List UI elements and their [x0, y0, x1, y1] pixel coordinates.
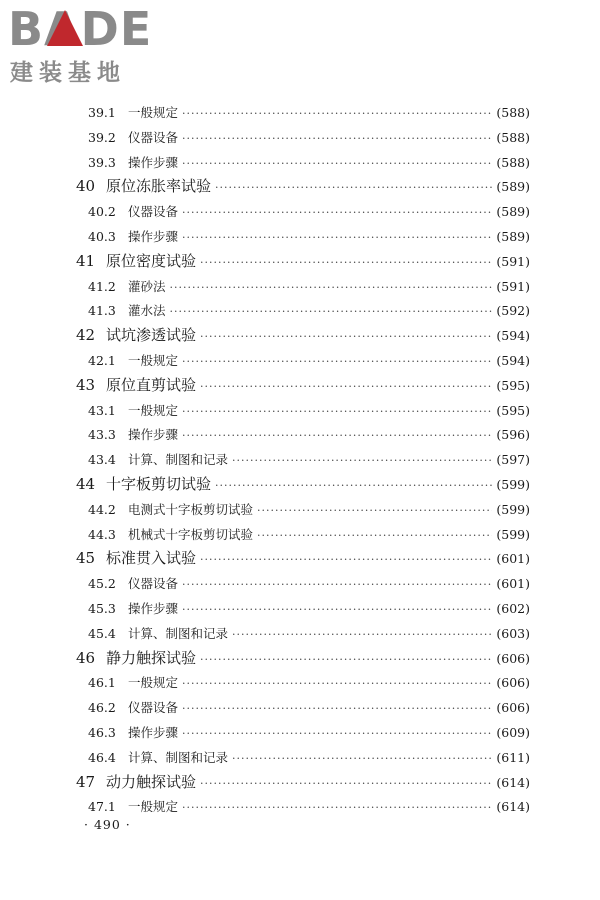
toc-section-row	[88, 574, 530, 592]
toc-dot-leader	[232, 454, 492, 467]
toc-chapter-row	[76, 547, 530, 568]
toc-chapter-row	[76, 647, 530, 668]
toc-entry-title: 灌砂法	[128, 278, 166, 294]
toc-entry-page: (589)	[496, 179, 530, 195]
toc-entry-number: 45.4	[88, 625, 116, 641]
toc-chapter-row	[76, 250, 530, 271]
toc-dot-leader	[182, 801, 492, 814]
toc-entry-page: (595)	[496, 377, 530, 393]
toc-chapter-row	[76, 175, 530, 196]
toc-section-row	[88, 450, 530, 468]
toc-entry-page: (588)	[496, 154, 530, 170]
toc-section-row	[88, 301, 530, 319]
toc-entry-page: (611)	[496, 749, 530, 765]
toc-chapter-row	[76, 771, 530, 792]
toc-entry-title: 一般规定	[128, 675, 179, 691]
toc-dot-leader	[200, 553, 492, 566]
toc-entry-title: 操作步骤	[128, 154, 179, 170]
toc-entry-title: 原位密度试验	[106, 251, 197, 270]
toc-section-row	[88, 599, 530, 617]
toc-section-row	[88, 797, 530, 815]
toc-entry-page: (595)	[496, 402, 530, 418]
toc-section-row	[88, 748, 530, 766]
toc-entry-number: 39.1	[88, 105, 116, 120]
toc-entry-number: 42.1	[88, 353, 116, 368]
toc-dot-leader	[182, 157, 492, 170]
toc-entry-number: 44	[76, 475, 96, 493]
toc-entry-title: 一般规定	[128, 105, 179, 120]
toc-entry-number: 39.2	[88, 129, 116, 145]
toc-entry-number: 46.2	[88, 700, 116, 716]
toc-dot-leader	[232, 752, 492, 765]
toc-entry-number: 40.2	[88, 204, 116, 220]
toc-entry-page: (594)	[496, 328, 530, 344]
toc-entry-title: 灌水法	[128, 303, 166, 319]
toc-entry-page: (594)	[496, 353, 530, 368]
toc-entry-number: 41.2	[88, 278, 116, 294]
toc-dot-leader	[200, 777, 492, 790]
toc-dot-leader	[182, 677, 492, 690]
toc-section-row	[88, 500, 530, 518]
toc-dot-leader	[170, 281, 493, 294]
toc-dot-leader	[182, 727, 492, 740]
toc-entry-number: 47.1	[88, 799, 116, 815]
toc-entry-title: 计算、制图和记录	[128, 625, 229, 641]
toc-entry-title: 操作步骤	[128, 427, 179, 443]
toc-dot-leader	[182, 702, 492, 715]
toc-entry-title: 试坑渗透试验	[106, 326, 197, 345]
toc-dot-leader	[200, 330, 492, 343]
toc-entry-number: 44.3	[88, 526, 116, 542]
toc-entry-page: (599)	[496, 526, 530, 542]
toc-entry-title: 静力触探试验	[106, 648, 197, 667]
toc-entry-page: (606)	[496, 700, 530, 716]
toc-entry-title: 操作步骤	[128, 229, 179, 244]
toc-entry-page: (603)	[496, 625, 530, 641]
toc-dot-leader	[257, 529, 492, 542]
toc-entry-number: 43	[76, 375, 96, 394]
toc-entry-title: 一般规定	[128, 402, 179, 418]
toc-dot-leader	[182, 206, 492, 219]
toc-section-row	[88, 425, 530, 443]
toc-entry-page: (614)	[496, 774, 530, 790]
toc-section-row	[88, 103, 530, 121]
toc-dot-leader	[182, 603, 492, 616]
logo-wordmark: BADE	[8, 2, 153, 56]
toc-entry-page: (588)	[496, 105, 530, 120]
toc-section-row	[88, 624, 530, 642]
toc-entry-page: (589)	[496, 229, 530, 244]
toc-entry-title: 电测式十字板剪切试验	[128, 501, 254, 517]
toc-section-row	[88, 525, 530, 543]
toc-entry-number: 41	[76, 251, 96, 270]
toc-entry-number: 45.3	[88, 601, 116, 616]
toc-dot-leader	[182, 231, 492, 244]
toc-section-row	[88, 277, 530, 295]
toc-chapter-row	[76, 473, 530, 494]
toc-dot-leader	[182, 429, 492, 442]
page-number: · 490 ·	[84, 817, 131, 832]
toc-entry-page: (592)	[496, 303, 530, 319]
toc-dot-leader	[215, 479, 492, 492]
toc-entry-title: 原位直剪试验	[106, 375, 197, 394]
toc-chapter-row	[76, 324, 530, 345]
toc-chapter-row	[76, 374, 530, 395]
toc-entry-title: 一般规定	[128, 353, 179, 368]
toc-section-row	[88, 673, 530, 691]
toc-entry-title: 标准贯入试验	[106, 549, 197, 568]
toc-entry-number: 40	[76, 177, 96, 196]
logo-subtitle: 建装基地	[10, 60, 126, 86]
toc-section-row	[88, 698, 530, 716]
toc-dot-leader	[182, 355, 492, 368]
toc-section-row	[88, 723, 530, 741]
toc-entry-page: (599)	[496, 501, 530, 517]
toc-entry-title: 操作步骤	[128, 601, 179, 616]
toc-entry-page: (591)	[496, 278, 530, 294]
toc-entry-number: 46.1	[88, 675, 116, 691]
toc-entry-number: 39.3	[88, 154, 116, 170]
toc-dot-leader	[170, 305, 493, 318]
toc-entry-page: (614)	[496, 799, 530, 815]
toc-entry-page: (606)	[496, 675, 530, 691]
toc-entry-title: 动力触探试验	[106, 772, 197, 791]
toc-section-row	[88, 401, 530, 419]
toc-section-row	[88, 227, 530, 245]
toc-section-row	[88, 351, 530, 369]
bade-logo	[8, 2, 178, 86]
toc-entry-number: 44.2	[88, 501, 116, 517]
toc-entry-title: 仪器设备	[128, 204, 179, 220]
toc-dot-leader	[182, 578, 492, 591]
toc-entry-page: (589)	[496, 204, 530, 220]
toc-dot-leader	[182, 107, 492, 120]
toc-dot-leader	[182, 132, 492, 145]
toc-entry-title: 仪器设备	[128, 129, 179, 145]
toc-entry-page: (601)	[496, 576, 530, 592]
toc-dot-leader	[200, 380, 492, 393]
toc-entry-number: 43.3	[88, 427, 116, 443]
toc-entry-title: 仪器设备	[128, 700, 179, 716]
toc-entry-page: (609)	[496, 725, 530, 740]
toc-entry-title: 操作步骤	[128, 725, 179, 740]
toc-entry-page: (596)	[496, 427, 530, 443]
toc-entry-number: 41.3	[88, 303, 116, 319]
toc-dot-leader	[257, 504, 492, 517]
toc-dot-leader	[200, 653, 492, 666]
toc-section-row	[88, 153, 530, 171]
toc-section-row	[88, 202, 530, 220]
toc-section-row	[88, 128, 530, 146]
toc-entry-number: 45	[76, 549, 96, 568]
toc-entry-title: 仪器设备	[128, 576, 179, 592]
toc-entry-number: 46.4	[88, 749, 116, 765]
toc-dot-leader	[232, 628, 492, 641]
toc-entry-page: (602)	[496, 601, 530, 616]
toc-entry-number: 43.1	[88, 402, 116, 418]
toc-entry-page: (588)	[496, 129, 530, 145]
toc-entry-page: (591)	[496, 253, 530, 269]
toc-entry-number: 43.4	[88, 452, 116, 468]
toc-entry-number: 46.3	[88, 725, 116, 740]
toc-entry-title: 十字板剪切试验	[106, 475, 212, 493]
toc-entry-title: 原位冻胀率试验	[106, 177, 212, 196]
toc-entry-number: 40.3	[88, 229, 116, 244]
toc-entry-page: (599)	[496, 477, 530, 492]
toc-entry-page: (597)	[496, 452, 530, 468]
toc-entry-title: 计算、制图和记录	[128, 452, 229, 468]
toc-entry-page: (606)	[496, 650, 530, 666]
toc-dot-leader	[215, 181, 492, 194]
logo-red-triangle-icon	[47, 10, 83, 46]
toc-entry-title: 机械式十字板剪切试验	[128, 526, 254, 542]
toc-entry-title: 一般规定	[128, 799, 179, 815]
toc-entry-page: (601)	[496, 551, 530, 567]
toc-entry-number: 45.2	[88, 576, 116, 592]
toc-entry-number: 47	[76, 772, 96, 791]
toc-dot-leader	[182, 405, 492, 418]
toc-dot-leader	[200, 256, 492, 269]
toc-entry-number: 42	[76, 326, 96, 345]
toc-entry-title: 计算、制图和记录	[128, 749, 229, 765]
toc-entry-number: 46	[76, 648, 96, 667]
